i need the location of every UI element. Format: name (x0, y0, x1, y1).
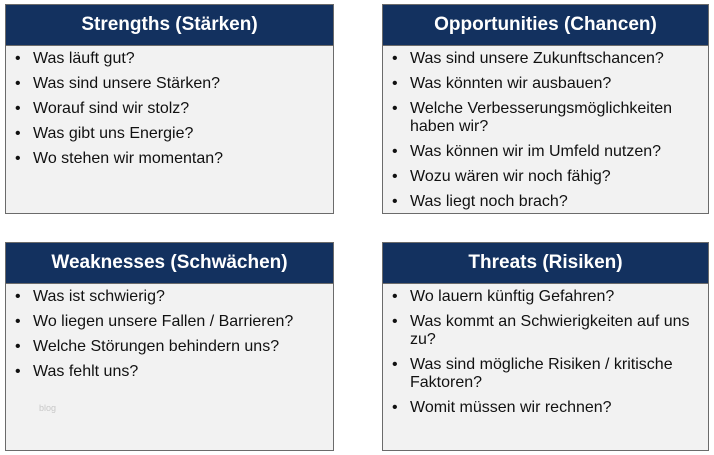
bullet: • (392, 193, 398, 210)
bullet: • (392, 356, 398, 373)
strengths-item-text: Was sind unsere Stärken? (33, 75, 221, 92)
bullet: • (15, 100, 21, 117)
bullet: • (392, 399, 398, 416)
list-item (14, 313, 325, 331)
bullet: • (15, 288, 21, 305)
list-item (391, 399, 700, 417)
list-item (14, 150, 325, 168)
list-item (14, 50, 325, 68)
list-item (391, 313, 700, 349)
list-item (14, 338, 325, 356)
bullet: • (392, 75, 398, 92)
opportunities-item-text: Wozu wären wir noch fähig? (410, 168, 611, 185)
bullet: • (392, 50, 398, 67)
weaknesses-item-text: Wo liegen unsere Fallen / Barrieren? (33, 313, 294, 330)
list-item (391, 168, 700, 186)
threats-list (383, 284, 708, 417)
list-item (391, 193, 700, 211)
strengths-list (6, 46, 333, 168)
bullet: • (392, 168, 398, 185)
weaknesses-item-text: Welche Störungen behindern uns? (33, 338, 280, 355)
list-item (14, 125, 325, 143)
bullet: • (15, 363, 21, 380)
threats-item-text: Was kommt an Schwierigkeiten auf uns zu? (410, 313, 690, 348)
weaknesses-item-text: Was fehlt uns? (33, 363, 139, 380)
threats-item-text: Was sind mögliche Risiken / kritische Faktoren? (410, 356, 673, 391)
opportunities-item-text: Welche Verbesserungsmöglichkeiten haben wir? (410, 100, 673, 135)
list-item (391, 356, 700, 392)
strengths-item-text: Wo stehen wir momentan? (33, 150, 224, 167)
bullet: • (15, 125, 21, 142)
threats-item-text: Wo lauern künftig Gefahren? (410, 288, 615, 305)
threats-panel (382, 242, 709, 451)
bullet: • (392, 143, 398, 160)
opportunities-item-text: Was sind unsere Zukunftschancen? (410, 50, 664, 67)
strengths-item-text: Was gibt uns Energie? (33, 125, 194, 142)
opportunities-list (383, 46, 708, 211)
strengths-item-text: Worauf sind wir stolz? (33, 100, 190, 117)
weaknesses-list (6, 284, 333, 381)
opportunities-title: Opportunities (Chancen) (383, 5, 708, 46)
bullet: • (15, 338, 21, 355)
weaknesses-panel (5, 242, 334, 451)
list-item (14, 100, 325, 118)
opportunities-item-text: Was könnten wir ausbauen? (410, 75, 612, 92)
bullet: • (15, 50, 21, 67)
opportunities-item-text: Was können wir im Umfeld nutzen? (410, 143, 662, 160)
bullet: • (15, 75, 21, 92)
threats-item-text: Womit müssen wir rechnen? (410, 399, 612, 416)
threats-title: Threats (Risiken) (383, 243, 708, 284)
weaknesses-item-text: Was ist schwierig? (33, 288, 165, 305)
bullet: • (15, 313, 21, 330)
list-item (391, 50, 700, 68)
bullet: • (392, 288, 398, 305)
weaknesses-title: Weaknesses (Schwächen) (6, 243, 333, 284)
list-item (391, 143, 700, 161)
opportunities-panel (382, 4, 709, 214)
list-item (14, 363, 325, 381)
list-item (391, 75, 700, 93)
bullet: • (15, 150, 21, 167)
list-item (14, 75, 325, 93)
list-item (391, 288, 700, 306)
watermark: blog (39, 403, 57, 413)
list-item (14, 288, 325, 306)
strengths-panel (5, 4, 334, 214)
bullet: • (392, 100, 398, 117)
list-item (391, 100, 700, 136)
strengths-item-text: Was läuft gut? (33, 50, 135, 67)
opportunities-item-text: Was liegt noch brach? (410, 193, 568, 210)
strengths-title: Strengths (Stärken) (6, 5, 333, 46)
bullet: • (392, 313, 398, 330)
